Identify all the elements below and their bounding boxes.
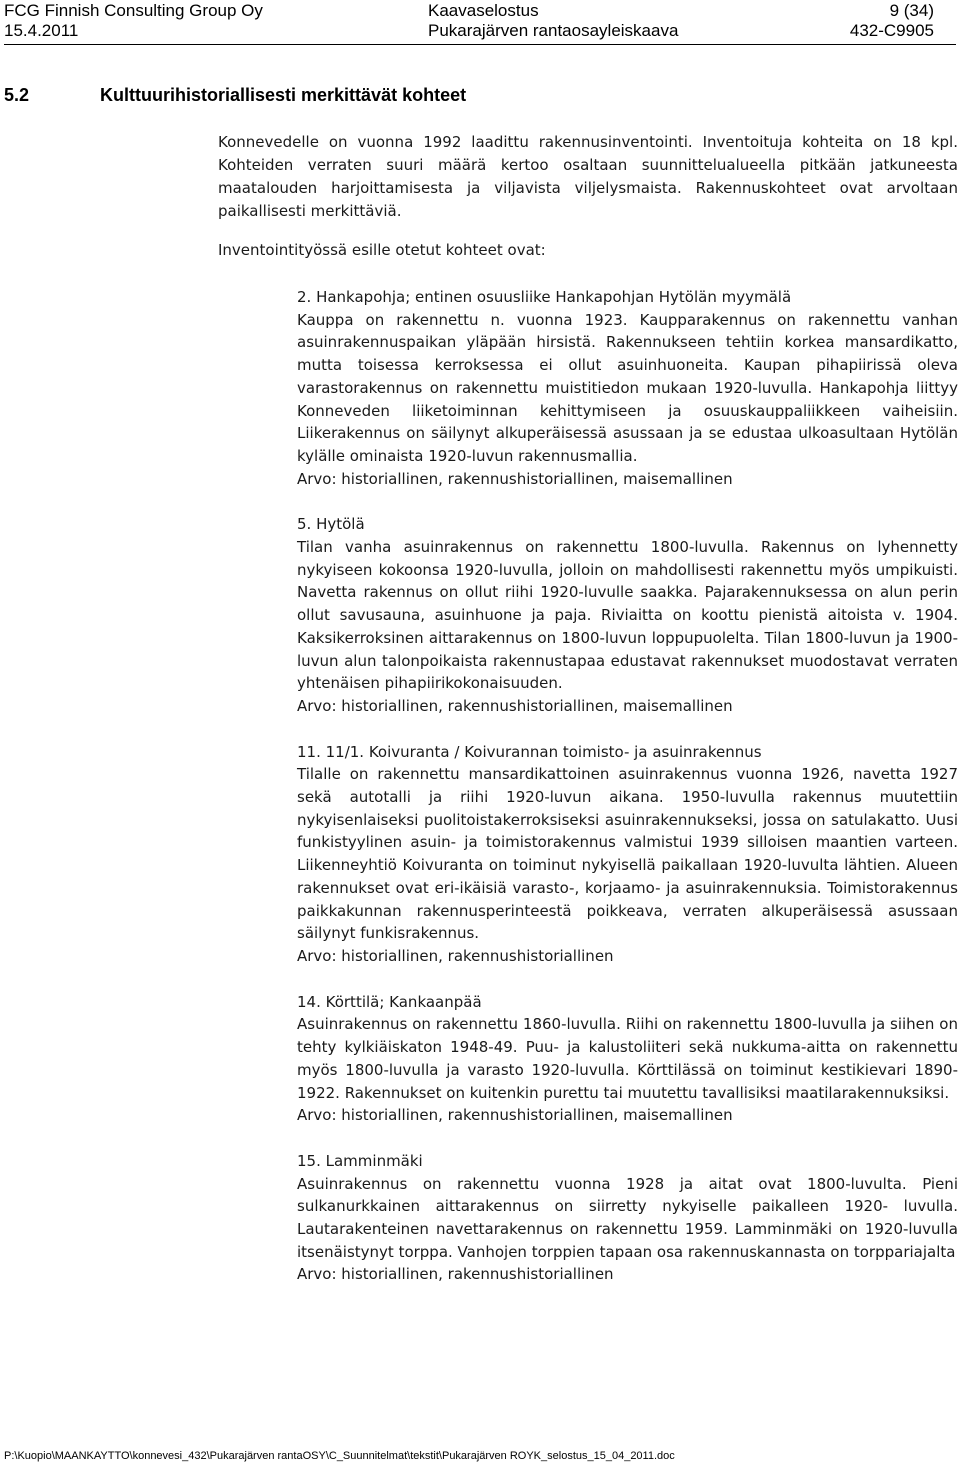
section-heading [4,84,466,106]
site-value: Arvo: historiallinen, rakennushistoriallinen [297,946,614,965]
heritage-site-entry [297,741,958,968]
footer-file-path: P:\Kuopio\MAANKAYTTO\konnevesi_432\Pukarajärven rantaOSY\C_Suunnitelmat\tekstit\Pukarajärven ROYK_selostus_15_04_2011.doc [4,1450,675,1462]
intro-lead: Inventointityössä esille otetut kohteet ovat: [218,241,546,259]
header-company: FCG Finnish Consulting Group Oy [4,1,263,20]
header-project-code: 432-C9905 [849,21,934,40]
heritage-site-list [297,286,958,1309]
site-value: Arvo: historiallinen, rakennushistoriallinen, maisemallinen [297,696,733,715]
site-description: Kauppa on rakennettu n. vuonna 1923. Kaupparakennus on rakennettu vanhan asuinrakennuspaikan yläpään hirsistä. Rakennukseen tehtiin korkea mansardikatto, mutta toisessa kerroksessa ei ollut asuinhuoneita. Kaupan pihapiirissä oleva varastorakennus on rakennettu muistitiedon mukaan 1920-luvulla. Hankapohja liittyy Konneveden liiketoiminnan kehittymiseen ja osuuskauppaliikkeen vaiheisiin. Liikerakennus on säilynyt alkuperäisessä asussaan ja se edustaa ulkoasultaan Hytölän kylälle ominaista 1920-luvun rakennusmallia. [297,310,958,465]
header-date: 15.4.2011 [4,21,79,40]
page-header [0,0,960,44]
site-title: 11. 11/1. Koivuranta / Koivurannan toimisto- ja asuinrakennus [297,742,762,761]
header-page-number: 9 (34) [889,1,934,20]
site-description: Tilan vanha asuinrakennus on rakennettu 1800-luvulla. Rakennus on lyhennetty nykyiseen kokoonsa 1920-luvulla, jolloin on mahdollisesti rakennettu myös umpikuisti. Navetta rakennus on ollut riihi 1920-luvulle saakka. Pajarakennuksessa on alun perin ollut savusauna, asuinhuone ja paja. Riviaitta on koottu pienistä aitoista v. 1904. Kaksikerroksinen aittarakennus on 1800-luvun loppupuolelta. Tilan 1800-luvun ja 1900-luvun alun talonpoikaista rakennustapaa edustavat rakennukset muodostavat verraten yhtenäisen pihapiirikokonaisuuden. [297,538,958,693]
site-value: Arvo: historiallinen, rakennushistoriallinen, maisemallinen [297,469,733,488]
site-value: Arvo: historiallinen, rakennushistoriallinen [297,1265,614,1284]
site-description: Asuinrakennus on rakennettu 1860-luvulla. Riihi on rakennettu 1800-luvulla ja siihen on tehty kylkiäiskaton 1948-49. Puu- ja kalustoliiteri sekä nukkuma-aitta on rakennettu myös 1800-luvulla ja varasto 1920-luvulla. Körttilässä on toiminut kestikievari 1890-1922. Rakennukset on kuitenkin purettu tai muutettu tavallisiksi maatilarakennuksiksi. [297,1015,958,1102]
header-left [4,1,263,41]
header-divider [4,44,956,45]
section-number: 5.2 [4,85,30,105]
heritage-site-entry [297,991,958,1127]
intro-paragraph: Konnevedelle on vuonna 1992 laadittu rakennusinventointi. Inventoituja kohteita on 18 kpl. Kohteiden verraten suuri määrä kertoo osaltaan suunnittelualueella pitkään jatkuneesta maatalouden harjoittamisesta ja viljavista viljelysmaista. Rakennuskohteet ovat arvoltaan paikallisesti merkittäviä. [218,133,958,220]
site-description: Asuinrakennus on rakennettu vuonna 1928 ja aitat ovat 1800-luvulta. Pieni sulkanurkkainen aittarakennus on siirretty nykyiselle paikalleen 1920- luvulla. Lautarakenteinen navettarakennus on rakennettu 1959. Lamminmäki on 1920-luvulla itsenäistynyt torppa. Vanhojen torppien tapaan osa rakennuskannasta on torppariajalta [297,1174,958,1261]
site-title: 14. Körttilä; Kankaanpää [297,992,482,1011]
site-description: Tilalle on rakennettu mansardikattoinen asuinrakennus vuonna 1926, navetta 1927 sekä autotalli ja riihi 1920-luvun aikana. 1950-luvulla rakennus muutettiin nykyisenlaiseksi puolitoistakerroksiseksi asuinrakennukseksi, jossa on satulakatto. Uusi funkistyylinen asuin- ja toimistorakennus valmistui 1939 silloisen maantien varteen. Liikenneyhtiö Koivuranta on toiminut nykyisellä paikallaan 1920-luvulta lähtien. Alueen rakennukset ovat eri-ikäisiä varasto-, korjaamo- ja asuinrakennuksia. Toimistorakennus paikkakunnan rakennusperinteestä poikkeava, verraten alkuperäisessä asussaan säilynyt funkisrakennus. [297,765,958,943]
header-right [850,1,934,41]
header-center [428,1,678,41]
heritage-site-entry [297,513,958,717]
header-doc-type: Kaavaselostus [428,1,539,20]
site-value: Arvo: historiallinen, rakennushistoriallinen, maisemallinen [297,1106,733,1125]
heritage-site-entry [297,1150,958,1286]
intro-block [218,131,958,278]
site-title: 15. Lamminmäki [297,1151,423,1170]
site-title: 2. Hankapohja; entinen osuusliike Hankapohjan Hytölän myymälä [297,288,792,306]
heritage-site-entry [297,286,958,490]
site-title: 5. Hytölä [297,515,365,534]
section-title: Kulttuurihistoriallisesti merkittävät kohteet [100,85,467,105]
header-plan-name: Pukarajärven rantaosayleiskaava [428,21,679,40]
